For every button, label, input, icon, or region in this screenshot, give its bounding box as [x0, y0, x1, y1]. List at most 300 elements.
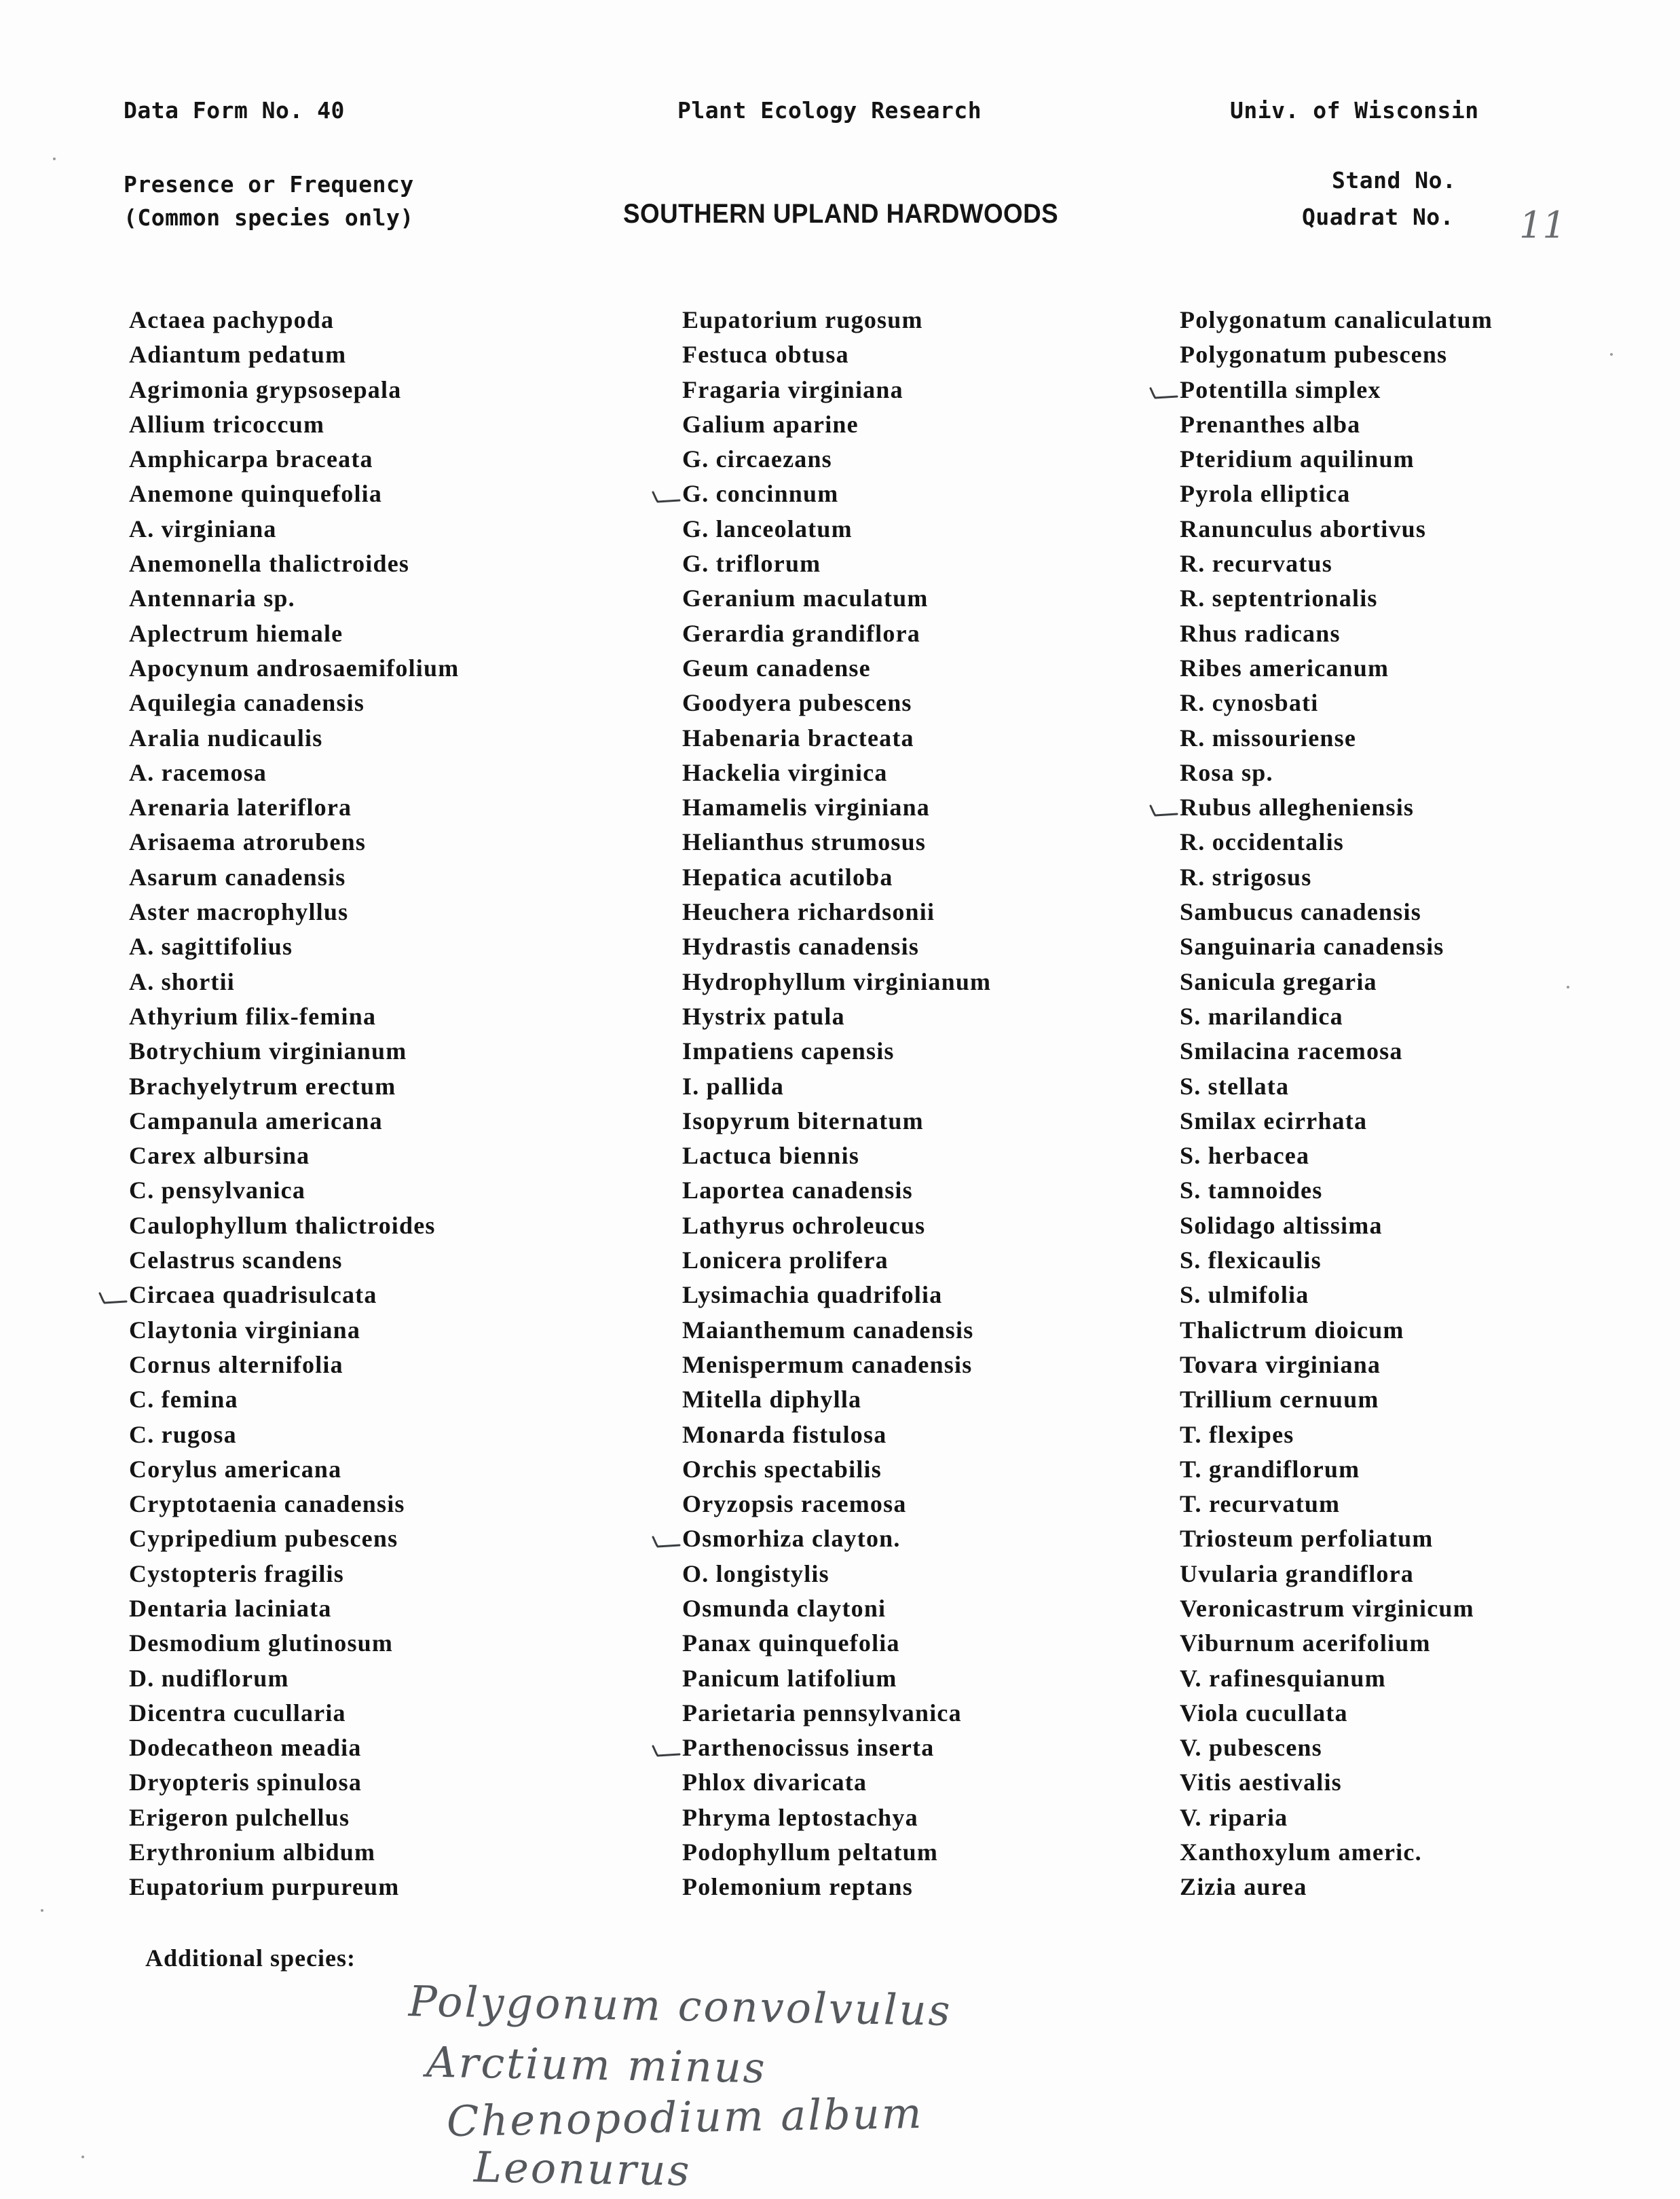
species-item: [682, 1177, 991, 1211]
species-item: [682, 376, 991, 411]
species-name: Thalictrum dioicum: [1180, 1316, 1404, 1344]
species-name: Hamamelis virginiana: [682, 794, 930, 821]
species-item: [682, 1665, 991, 1699]
species-item: [682, 1629, 991, 1664]
species-name: Campanula americana: [129, 1107, 383, 1134]
species-item: [1180, 1073, 1493, 1107]
species-item: [129, 1699, 459, 1734]
species-name: Aquilegia canadensis: [129, 689, 365, 717]
species-name: Uvularia grandiflora: [1180, 1559, 1414, 1587]
species-item: [682, 1734, 991, 1769]
species-name: Ranunculus abortivus: [1180, 515, 1427, 542]
species-name: Aplectrum hiemale: [129, 619, 343, 647]
species-item: [1180, 1037, 1493, 1072]
species-name: Smilacina racemosa: [1180, 1037, 1403, 1065]
species-name: Vitis aestivalis: [1180, 1769, 1342, 1796]
species-item: [129, 1037, 459, 1072]
species-name: R. cynosbati: [1180, 689, 1319, 717]
species-item: [1180, 1665, 1493, 1699]
species-name: Athyrium filix-femina: [129, 1002, 377, 1030]
species-item: [1180, 1212, 1493, 1246]
species-item: [682, 828, 991, 863]
species-name: G. triflorum: [682, 550, 821, 578]
species-item: [129, 1873, 459, 1908]
check-mark-icon: [1149, 383, 1178, 401]
species-item: [682, 1246, 991, 1281]
species-name: S. tamnoides: [1180, 1177, 1323, 1204]
species-item: [1180, 828, 1493, 863]
species-name: Agrimonia grypsosepala: [129, 375, 402, 403]
species-item: [129, 1073, 459, 1107]
species-name: Dentaria laciniata: [129, 1594, 332, 1622]
species-name: Botrychium virginianum: [129, 1037, 407, 1065]
handwritten-species-3: Chenopodium album: [446, 2088, 925, 2147]
species-name: Cystopteris fragilis: [129, 1559, 344, 1587]
species-item: [1180, 689, 1493, 724]
species-name: Fragaria virginiana: [682, 375, 903, 403]
species-name: Claytonia virginiana: [129, 1316, 361, 1344]
species-name: S. flexicaulis: [1180, 1246, 1322, 1274]
paper-speck: [1567, 986, 1569, 988]
species-item: [682, 1595, 991, 1629]
species-name: Sanguinaria canadensis: [1180, 933, 1444, 961]
species-item: [129, 1838, 459, 1873]
species-item: [129, 341, 459, 375]
species-name: O. longistylis: [682, 1559, 829, 1587]
check-mark-icon: [98, 1288, 128, 1306]
species-item: [682, 515, 991, 550]
species-name: C. pensylvanica: [129, 1177, 306, 1204]
species-item: [129, 1351, 459, 1386]
species-name: D. nudiflorum: [129, 1664, 289, 1692]
check-mark-icon: [651, 1741, 681, 1758]
species-item: [129, 1560, 459, 1595]
species-name: Arisaema atrorubens: [129, 828, 367, 856]
species-name: Adiantum pedatum: [129, 341, 347, 369]
species-name: Mitella diphylla: [682, 1386, 862, 1413]
page-title: SOUTHERN UPLAND HARDWOODS: [623, 199, 1059, 229]
species-name: Dryopteris spinulosa: [129, 1769, 362, 1796]
check-mark-icon: [651, 487, 681, 504]
species-item: [129, 794, 459, 828]
species-name: Potentilla simplex: [1180, 375, 1381, 403]
species-item: [682, 1804, 991, 1838]
species-item: [682, 1212, 991, 1246]
species-name: T. recurvatum: [1180, 1490, 1341, 1518]
species-item: [129, 1490, 459, 1525]
species-column-right: [1180, 306, 1493, 1908]
species-item: [129, 550, 459, 585]
species-name: Antennaria sp.: [129, 585, 295, 612]
species-item: [1180, 1421, 1493, 1456]
species-column-middle: [682, 306, 991, 1908]
species-item: [682, 550, 991, 585]
species-item: [129, 1212, 459, 1246]
species-name: Circaea quadrisulcata: [129, 1281, 377, 1309]
species-name: Tovara virginiana: [1180, 1350, 1381, 1378]
species-item: [129, 1769, 459, 1803]
species-name: Celastrus scandens: [129, 1246, 343, 1274]
species-item: [129, 933, 459, 967]
species-item: [682, 1769, 991, 1803]
species-name: Menispermum canadensis: [682, 1350, 973, 1378]
species-name: Cryptotaenia canadensis: [129, 1490, 405, 1518]
species-name: Heuchera richardsonii: [682, 898, 935, 926]
species-name: G. concinnum: [682, 480, 839, 508]
species-item: [1180, 1003, 1493, 1037]
presence-label: Presence or Frequency: [124, 171, 414, 198]
species-name: Corylus americana: [129, 1455, 342, 1483]
species-name: Orchis spectabilis: [682, 1455, 882, 1483]
species-item: [129, 376, 459, 411]
species-item: [129, 1525, 459, 1559]
species-name: Amphicarpa braceata: [129, 445, 373, 473]
species-name: Helianthus strumosus: [682, 828, 927, 856]
species-item: [129, 724, 459, 759]
species-name: Lysimachia quadrifolia: [682, 1281, 943, 1309]
species-item: [682, 1490, 991, 1525]
species-item: [1180, 1281, 1493, 1316]
species-item: [1180, 1699, 1493, 1734]
species-item: [129, 445, 459, 480]
species-item: [682, 794, 991, 828]
species-item: [129, 1804, 459, 1838]
species-item: [682, 759, 991, 794]
species-item: [1180, 1386, 1493, 1420]
species-item: [129, 898, 459, 933]
species-item: [129, 1734, 459, 1769]
species-item: [1180, 1629, 1493, 1664]
species-column-left: [129, 306, 459, 1908]
species-name: C. rugosa: [129, 1420, 237, 1448]
species-name: Brachyelytrum erectum: [129, 1072, 396, 1100]
species-name: C. femina: [129, 1386, 238, 1413]
species-item: [682, 1386, 991, 1420]
species-name: Panicum latifolium: [682, 1664, 897, 1692]
stand-number-label: Stand No.: [1332, 167, 1457, 193]
species-name: Hydrastis canadensis: [682, 933, 920, 961]
species-item: [682, 1316, 991, 1351]
species-item: [1180, 724, 1493, 759]
species-name: G. lanceolatum: [682, 515, 853, 542]
species-name: Carex albursina: [129, 1142, 310, 1170]
species-name: R. recurvatus: [1180, 550, 1332, 578]
species-name: S. stellata: [1180, 1072, 1290, 1100]
handwritten-species-4: Leonurus: [473, 2142, 692, 2196]
species-name: Aster macrophyllus: [129, 898, 349, 926]
university: Univ. of Wisconsin: [1230, 97, 1479, 124]
species-item: [129, 1107, 459, 1142]
species-name: Veronicastrum virginicum: [1180, 1594, 1474, 1622]
species-name: Rubus allegheniensis: [1180, 794, 1415, 821]
species-name: S. ulmifolia: [1180, 1281, 1309, 1309]
check-mark-icon: [1149, 800, 1178, 818]
species-item: [129, 1003, 459, 1037]
species-item: [129, 1246, 459, 1281]
species-name: Osmorhiza clayton.: [682, 1525, 901, 1553]
species-name: Goodyera pubescens: [682, 689, 912, 717]
species-item: [129, 1595, 459, 1629]
species-item: [682, 411, 991, 445]
species-item: [1180, 341, 1493, 375]
species-name: Isopyrum biternatum: [682, 1107, 924, 1134]
species-name: Smilax ecirrhata: [1180, 1107, 1368, 1134]
species-name: Hydrophyllum virginianum: [682, 967, 992, 995]
species-name: S. herbacea: [1180, 1142, 1310, 1170]
species-name: Phryma leptostachya: [682, 1803, 918, 1831]
species-name: G. circaezans: [682, 445, 832, 473]
species-name: Anemonella thalictroides: [129, 550, 410, 578]
species-item: [129, 1456, 459, 1490]
species-name: Panax quinquefolia: [682, 1629, 900, 1657]
species-name: Lathyrus ochroleucus: [682, 1211, 926, 1239]
species-item: [682, 1037, 991, 1072]
species-item: [682, 1421, 991, 1456]
species-item: [682, 341, 991, 375]
species-name: Viburnum acerifolium: [1180, 1629, 1431, 1657]
species-item: [129, 411, 459, 445]
species-item: [1180, 1490, 1493, 1525]
species-name: Sambucus canadensis: [1180, 898, 1421, 926]
species-name: Parietaria pennsylvanica: [682, 1699, 962, 1726]
quadrat-number-value: 11: [1519, 204, 1566, 246]
species-name: Lactuca biennis: [682, 1142, 860, 1170]
species-item: [682, 585, 991, 619]
species-item: [682, 724, 991, 759]
species-name: Aralia nudicaulis: [129, 724, 323, 752]
species-name: Zizia aurea: [1180, 1873, 1307, 1901]
species-name: Asarum canadensis: [129, 863, 346, 891]
species-name: Polygonatum pubescens: [1180, 341, 1448, 369]
species-name: Rosa sp.: [1180, 758, 1273, 786]
species-item: [1180, 480, 1493, 515]
species-name: Triosteum perfoliatum: [1180, 1525, 1434, 1553]
species-name: Xanthoxylum americ.: [1180, 1838, 1422, 1866]
species-name: Prenanthes alba: [1180, 410, 1361, 438]
species-name: Habenaria bracteata: [682, 724, 914, 752]
species-item: [129, 1665, 459, 1699]
species-item: [1180, 1769, 1493, 1803]
species-name: Hackelia virginica: [682, 758, 888, 786]
species-name: Apocynum androsaemifolium: [129, 654, 460, 682]
species-name: A. sagittifolius: [129, 933, 293, 961]
species-name: Pteridium aquilinum: [1180, 445, 1415, 473]
handwritten-species-2: Arctium minus: [426, 2037, 768, 2093]
species-item: [1180, 654, 1493, 689]
species-name: Viola cucullata: [1180, 1699, 1348, 1726]
species-item: [682, 654, 991, 689]
species-item: [1180, 1142, 1493, 1177]
species-item: [682, 480, 991, 515]
species-item: [682, 1873, 991, 1908]
species-name: Podophyllum peltatum: [682, 1838, 939, 1866]
species-name: Cypripedium pubescens: [129, 1525, 398, 1553]
species-item: [1180, 1177, 1493, 1211]
paper-speck: [81, 2156, 84, 2158]
paper-speck: [41, 1909, 43, 1912]
species-name: Festuca obtusa: [682, 341, 849, 369]
species-item: [129, 1177, 459, 1211]
species-name: Arenaria lateriflora: [129, 794, 352, 821]
species-item: [682, 620, 991, 654]
species-item: [1180, 306, 1493, 341]
species-name: Gerardia grandiflora: [682, 619, 920, 647]
species-item: [129, 828, 459, 863]
species-item: [682, 1699, 991, 1734]
species-name: Dicentra cucullaria: [129, 1699, 346, 1726]
species-name: Geum canadense: [682, 654, 871, 682]
species-item: [1180, 1838, 1493, 1873]
species-item: [129, 1421, 459, 1456]
species-item: [1180, 1456, 1493, 1490]
species-name: T. flexipes: [1180, 1420, 1294, 1448]
species-name: Laportea canadensis: [682, 1177, 913, 1204]
species-item: [129, 654, 459, 689]
species-item: [682, 689, 991, 724]
species-item: [1180, 445, 1493, 480]
species-name: Eupatorium rugosum: [682, 306, 923, 333]
species-item: [1180, 1595, 1493, 1629]
species-item: [1180, 794, 1493, 828]
species-name: A. shortii: [129, 967, 235, 995]
paper-speck: [53, 158, 56, 160]
quadrat-number-label: Quadrat No.: [1302, 204, 1455, 230]
species-item: [129, 864, 459, 898]
species-name: Dodecatheon meadia: [129, 1734, 362, 1762]
species-name: R. occidentalis: [1180, 828, 1344, 856]
species-name: Allium tricoccum: [129, 410, 325, 438]
species-name: S. marilandica: [1180, 1002, 1343, 1030]
species-name: Phlox divaricata: [682, 1769, 867, 1796]
species-name: Parthenocissus inserta: [682, 1734, 935, 1762]
species-name: A. racemosa: [129, 758, 267, 786]
species-item: [1180, 1804, 1493, 1838]
species-name: Solidago altissima: [1180, 1211, 1383, 1239]
species-item: [1180, 864, 1493, 898]
species-name: I. pallida: [682, 1072, 785, 1100]
common-species-label: (Common species only): [124, 204, 414, 231]
species-item: [1180, 1525, 1493, 1559]
species-item: [1180, 1734, 1493, 1769]
species-item: [1180, 968, 1493, 1003]
species-name: Lonicera prolifera: [682, 1246, 889, 1274]
species-name: Erigeron pulchellus: [129, 1803, 350, 1831]
species-name: Desmodium glutinosum: [129, 1629, 394, 1657]
species-item: [129, 1316, 459, 1351]
species-item: [682, 933, 991, 967]
species-item: [682, 1107, 991, 1142]
species-item: [682, 445, 991, 480]
species-item: [1180, 550, 1493, 585]
species-name: Polygonatum canaliculatum: [1180, 306, 1493, 333]
species-item: [682, 1456, 991, 1490]
species-name: Erythronium albidum: [129, 1838, 376, 1866]
species-item: [1180, 1316, 1493, 1351]
species-item: [129, 1629, 459, 1664]
species-item: [129, 480, 459, 515]
species-name: Cornus alternifolia: [129, 1350, 343, 1378]
species-name: V. pubescens: [1180, 1734, 1322, 1762]
species-item: [682, 1281, 991, 1316]
species-name: Ribes americanum: [1180, 654, 1389, 682]
species-name: Monarda fistulosa: [682, 1420, 887, 1448]
species-item: [682, 1838, 991, 1873]
species-item: [682, 968, 991, 1003]
species-item: [129, 1281, 459, 1316]
species-name: Sanicula gregaria: [1180, 967, 1377, 995]
handwritten-species-1: Polygonum convolvulus: [408, 1976, 953, 2035]
species-name: Eupatorium purpureum: [129, 1873, 400, 1901]
species-name: Caulophyllum thalictroides: [129, 1211, 436, 1239]
species-item: [1180, 1873, 1493, 1908]
species-name: Oryzopsis racemosa: [682, 1490, 907, 1518]
species-item: [682, 1351, 991, 1386]
species-name: Impatiens capensis: [682, 1037, 895, 1065]
species-name: Pyrola elliptica: [1180, 480, 1351, 508]
species-name: Maianthemum canadensis: [682, 1316, 974, 1344]
species-item: [682, 1525, 991, 1559]
species-item: [129, 689, 459, 724]
species-name: R. missouriense: [1180, 724, 1356, 752]
species-item: [682, 1142, 991, 1177]
species-name: Polemonium reptans: [682, 1873, 913, 1901]
species-name: A. virginiana: [129, 515, 277, 542]
species-name: R. strigosus: [1180, 863, 1312, 891]
species-item: [129, 585, 459, 619]
species-item: [1180, 898, 1493, 933]
organization: Plant Ecology Research: [677, 97, 982, 124]
species-item: [682, 306, 991, 341]
form-number: Data Form No. 40: [124, 97, 345, 124]
species-name: Hystrix patula: [682, 1002, 845, 1030]
species-item: [682, 1073, 991, 1107]
species-name: R. septentrionalis: [1180, 585, 1378, 612]
species-name: V. rafinesquianum: [1180, 1664, 1386, 1692]
species-item: [1180, 1107, 1493, 1142]
species-item: [1180, 933, 1493, 967]
species-name: Hepatica acutiloba: [682, 863, 893, 891]
species-item: [682, 1560, 991, 1595]
species-item: [1180, 585, 1493, 619]
species-name: Trillium cernuum: [1180, 1386, 1379, 1413]
species-item: [1180, 1560, 1493, 1595]
species-name: V. riparia: [1180, 1803, 1288, 1831]
species-name: Rhus radicans: [1180, 619, 1341, 647]
paper-speck: [1610, 353, 1613, 356]
species-item: [129, 968, 459, 1003]
species-item: [129, 515, 459, 550]
species-item: [129, 1386, 459, 1420]
species-item: [129, 1142, 459, 1177]
species-item: [1180, 411, 1493, 445]
species-name: Galium aparine: [682, 410, 859, 438]
species-name: T. grandiflorum: [1180, 1455, 1360, 1483]
species-item: [682, 1003, 991, 1037]
species-name: Geranium maculatum: [682, 585, 929, 612]
species-item: [129, 306, 459, 341]
species-item: [1180, 376, 1493, 411]
species-name: Anemone quinquefolia: [129, 480, 383, 508]
species-item: [1180, 1246, 1493, 1281]
species-name: Actaea pachypoda: [129, 306, 335, 333]
species-name: Osmunda claytoni: [682, 1594, 886, 1622]
species-item: [1180, 1351, 1493, 1386]
species-item: [129, 759, 459, 794]
species-item: [129, 620, 459, 654]
species-item: [1180, 759, 1493, 794]
species-item: [1180, 620, 1493, 654]
species-item: [682, 864, 991, 898]
